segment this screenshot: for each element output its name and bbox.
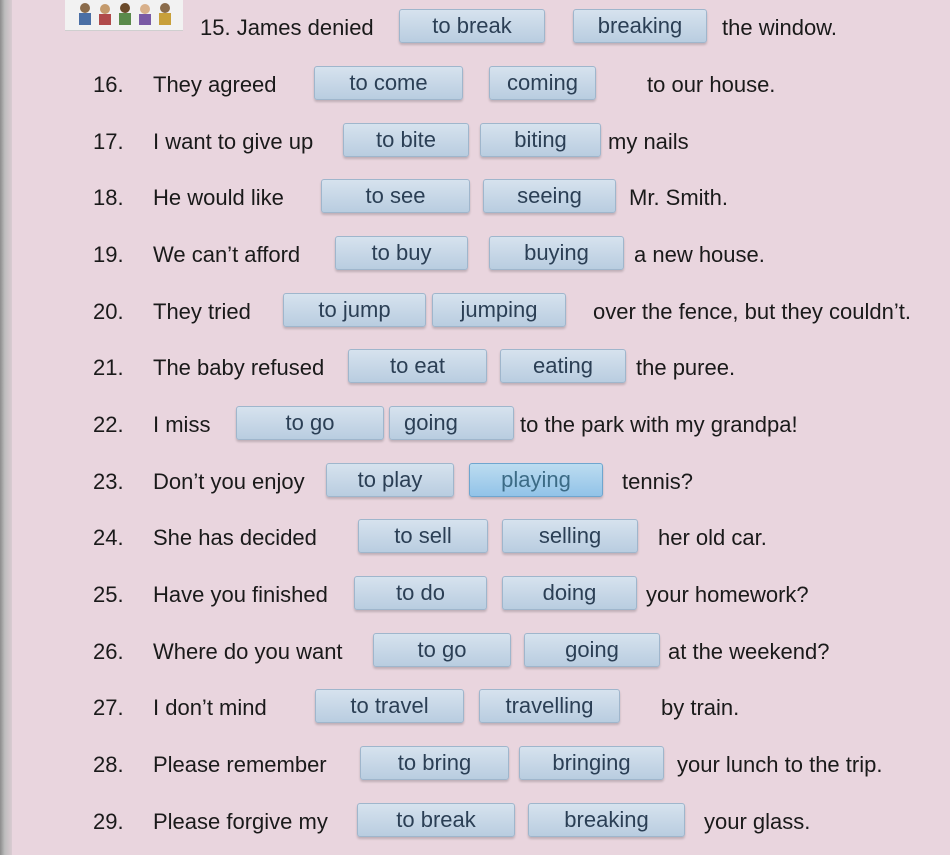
question-text: She has decided (153, 525, 317, 550)
question-number: 18. (93, 185, 124, 210)
question-row-29 (0, 802, 950, 842)
question-text: Please forgive my (153, 809, 328, 834)
question-row-15 (0, 8, 950, 48)
question-number: 29. (93, 809, 124, 834)
question-text: They tried (153, 299, 251, 324)
option-infinitive[interactable]: to break (399, 9, 545, 43)
option-infinitive[interactable]: to go (373, 633, 511, 667)
question-text: I want to give up (153, 129, 314, 154)
question-row-27 (0, 688, 950, 728)
question-row-23 (0, 462, 950, 502)
question-tail: her old car. (658, 525, 767, 550)
question-number: 22. (93, 412, 124, 437)
question-tail: Mr. Smith. (629, 185, 729, 210)
option-infinitive[interactable]: to bite (343, 123, 469, 157)
question-number: 19. (93, 242, 124, 267)
question-text: Don’t you enjoy (153, 469, 305, 494)
question-number: 25. (93, 582, 124, 607)
question-tail: your lunch to the trip. (677, 752, 883, 777)
option-infinitive[interactable]: to bring (360, 746, 509, 780)
question-row-24 (0, 518, 950, 558)
question-row-26 (0, 632, 950, 672)
question-text: Please remember (153, 752, 327, 777)
option-infinitive[interactable]: to see (321, 179, 470, 213)
question-row-25 (0, 575, 950, 615)
question-tail: a new house. (634, 242, 765, 267)
option-infinitive[interactable]: to break (357, 803, 515, 837)
question-row-22 (0, 405, 950, 445)
option-gerund[interactable]: travelling (479, 689, 620, 723)
option-gerund[interactable]: doing (502, 576, 637, 610)
question-tail: your homework? (646, 582, 809, 607)
question-tail: at the weekend? (668, 639, 830, 664)
question-text: 15. James denied (200, 15, 374, 40)
question-row-21 (0, 348, 950, 388)
question-row-17 (0, 122, 950, 162)
option-gerund[interactable]: buying (489, 236, 624, 270)
option-gerund[interactable]: breaking (573, 9, 707, 43)
question-tail: over the fence, but they couldn’t. (593, 299, 911, 324)
question-text: I miss (153, 412, 211, 437)
option-gerund[interactable]: going (524, 633, 660, 667)
question-number: 28. (93, 752, 124, 777)
question-row-18 (0, 178, 950, 218)
option-infinitive[interactable]: to jump (283, 293, 426, 327)
question-number: 17. (93, 129, 124, 154)
option-infinitive[interactable]: to sell (358, 519, 488, 553)
question-tail: the puree. (636, 355, 736, 380)
option-gerund-selected[interactable]: playing (469, 463, 603, 497)
option-gerund[interactable]: going (389, 406, 514, 440)
question-number: 23. (93, 469, 124, 494)
question-row-19 (0, 235, 950, 275)
question-number: 20. (93, 299, 124, 324)
option-gerund[interactable]: coming (489, 66, 596, 100)
option-infinitive[interactable]: to play (326, 463, 454, 497)
question-number: 16. (93, 72, 124, 97)
option-infinitive[interactable]: to do (354, 576, 487, 610)
question-tail: tennis? (622, 469, 693, 494)
question-tail: to the park with my grandpa! (520, 412, 798, 437)
option-infinitive[interactable]: to go (236, 406, 384, 440)
question-row-20 (0, 292, 950, 332)
option-gerund[interactable]: breaking (528, 803, 685, 837)
option-gerund[interactable]: selling (502, 519, 638, 553)
question-tail: your glass. (704, 809, 811, 834)
option-gerund[interactable]: bringing (519, 746, 664, 780)
question-text: The baby refused (153, 355, 325, 380)
question-number: 21. (93, 355, 124, 380)
question-text: Have you finished (153, 582, 328, 607)
question-tail: my nails (608, 129, 689, 154)
question-text: I don’t mind (153, 695, 267, 720)
question-number: 26. (93, 639, 124, 664)
option-gerund[interactable]: seeing (483, 179, 616, 213)
option-infinitive[interactable]: to come (314, 66, 463, 100)
option-gerund[interactable]: jumping (432, 293, 566, 327)
option-infinitive[interactable]: to buy (335, 236, 468, 270)
question-tail: by train. (661, 695, 740, 720)
question-number: 27. (93, 695, 124, 720)
question-text: Where do you want (153, 639, 343, 664)
question-row-28 (0, 745, 950, 785)
question-text: He would like (153, 185, 284, 210)
option-gerund[interactable]: eating (500, 349, 626, 383)
question-text: We can’t afford (153, 242, 301, 267)
option-infinitive[interactable]: to eat (348, 349, 487, 383)
option-gerund[interactable]: biting (480, 123, 601, 157)
question-tail: the window. (722, 15, 837, 40)
option-infinitive[interactable]: to travel (315, 689, 464, 723)
question-row-16 (0, 65, 950, 105)
question-number: 24. (93, 525, 124, 550)
question-text: They agreed (153, 72, 277, 97)
question-tail: to our house. (647, 72, 776, 97)
